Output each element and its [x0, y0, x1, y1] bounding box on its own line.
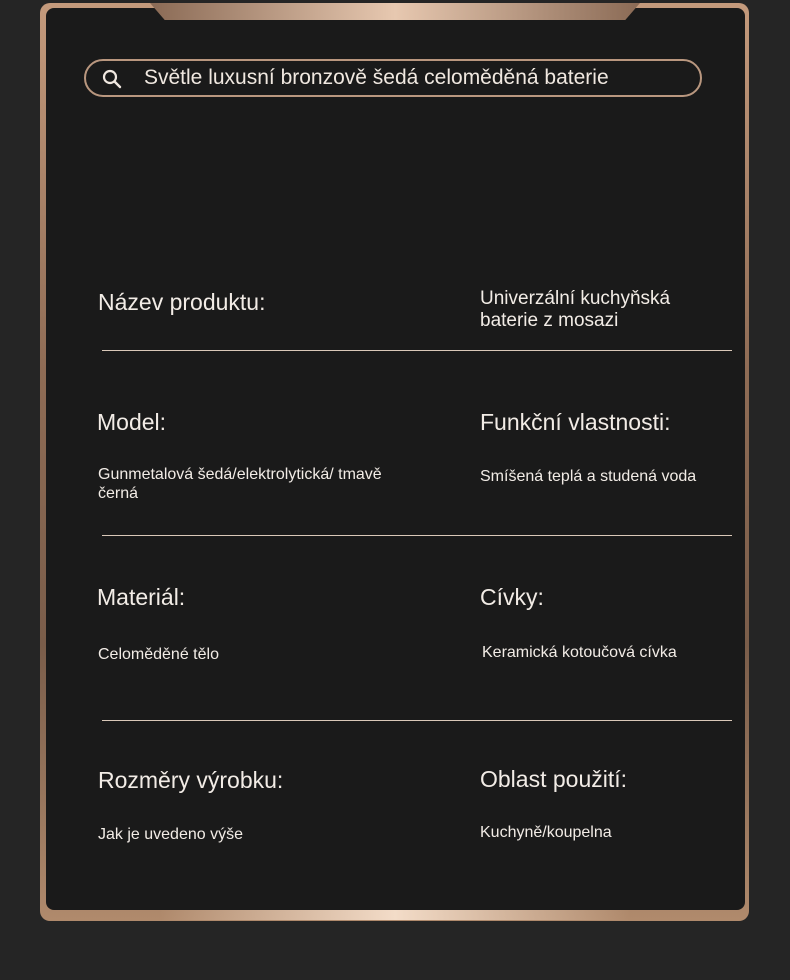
divider [102, 535, 732, 536]
usage-label: Oblast použití: [480, 766, 628, 792]
product-name-label: Název produktu: [98, 289, 266, 315]
top-decorative-tab [150, 3, 640, 20]
model-label: Model: [97, 409, 167, 435]
model-value: Gunmetalová šedá/elektrolytická/ tmavě černá [98, 466, 382, 502]
product-name-value: Univerzální kuchyňská baterie z mosazi [480, 288, 671, 331]
usage-value: Kuchyně/koupelna [480, 824, 612, 841]
cartridge-label: Cívky: [480, 584, 544, 610]
search-bar[interactable] [84, 59, 702, 97]
features-label: Funkční vlastnosti: [480, 409, 671, 435]
search-text: Světle luxusní bronzově šedá celoměděná baterie [144, 66, 609, 89]
material-value: Celoměděné tělo [98, 646, 219, 663]
features-value: Smíšená teplá a studená voda [480, 468, 697, 485]
dimensions-label: Rozměry výrobku: [98, 767, 284, 793]
cartridge-value: Keramická kotoučová cívka [482, 644, 677, 661]
divider [102, 350, 732, 351]
search-icon [102, 69, 122, 89]
material-label: Materiál: [97, 584, 186, 610]
dimensions-value: Jak je uvedeno výše [98, 826, 243, 843]
divider [102, 720, 732, 721]
